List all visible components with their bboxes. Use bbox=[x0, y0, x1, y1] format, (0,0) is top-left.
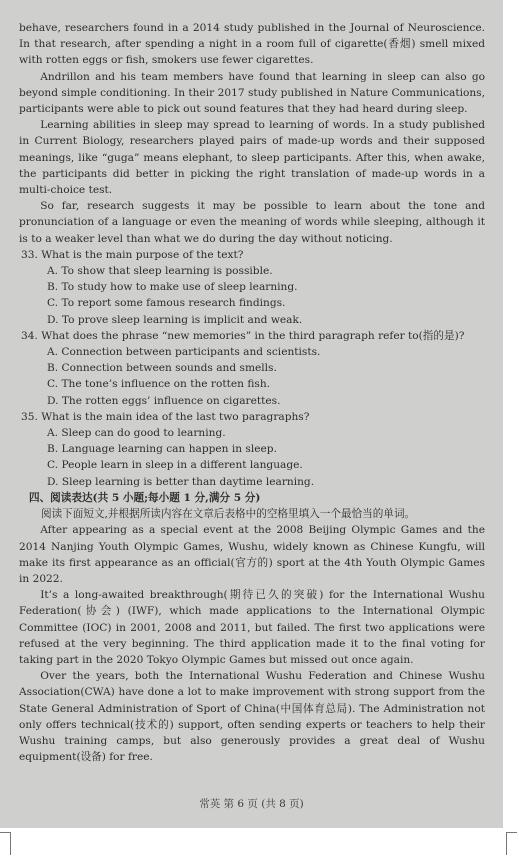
section-4-paragraph-1: After appearing as a special event at the 2008 Beijing Olympic Games and the 2014 Nanjing Youth Olympic Games, Wushu, widely known as Chinese Kungfu, will make its first appearance as an official(官方的) sport at the 4th Youth Olympic Games in 2022. bbox=[19, 524, 485, 585]
option-33b: B. To study how to make use of sleep learning. bbox=[47, 281, 298, 294]
passage-paragraph-2: Andrillon and his team members have found that learning in sleep can also go beyond simple conditioning. In their 2017 study published in Nature Communications, participants were able to pick out sound features that they had heard during sleep. bbox=[19, 70, 485, 116]
option-35c: C. People learn in sleep in a different language. bbox=[47, 459, 303, 472]
option-34c: C. The tone’s influence on the rotten fish. bbox=[47, 378, 271, 391]
section-4-instruction: 阅读下面短文,并根据所读内容在文章后表格中的空格里填入一个最恰当的单词。 bbox=[41, 508, 416, 521]
question-33: 33. What is the main purpose of the text? bbox=[21, 248, 244, 261]
option-34b: B. Connection between sounds and smells. bbox=[47, 362, 277, 375]
question-34: 34. What does the phrase “new memories” in the third paragraph refer to(指的是)? bbox=[21, 329, 465, 342]
passage-paragraph-3: Learning abilities in sleep may spread to learning of words. In a study published in Current Biology, researchers played pairs of made-up words and their supposed meanings, like “guga” means elephant, to sleep participants. After this, when awake, the participants did better in picking the right translation of made-up words in a multi-choice test. bbox=[19, 119, 485, 197]
option-33d: D. To prove sleep learning is implicit and weak. bbox=[47, 313, 303, 326]
passage-paragraph-4: So far, research suggests it may be possible to learn about the tone and pronunciation of a language or even the meaning of words while sleeping, although it is to a weaker level than what we do during the day without noticing. bbox=[19, 200, 485, 245]
option-34a: A. Connection between participants and scientists. bbox=[47, 346, 321, 359]
question-35: 35. What is the main idea of the last two paragraphs? bbox=[21, 410, 310, 423]
page-content bbox=[19, 20, 485, 765]
option-35b: B. Language learning can happen in sleep. bbox=[47, 443, 277, 456]
page-footer: 常英 第 6 页 (共 8 页) bbox=[199, 798, 304, 810]
crop-mark-right bbox=[506, 832, 517, 855]
section-4-heading: 四、阅读表达(共 5 小题;每小题 1 分,满分 5 分) bbox=[29, 491, 261, 504]
option-35a: A. Sleep can do good to learning. bbox=[47, 427, 226, 440]
option-34d: D. The rotten eggs’ influence on cigarettes. bbox=[47, 394, 281, 407]
section-4-paragraph-2: It’s a long-awaited breakthrough(期待已久的突破) for the International Wushu Federation(协会) (IWF), which made applications to the International Olympic Committee (IOC) in 2001, 2008 and 2011, but failed. The first two applications were refused at the very beginning. The third application made it to the final voting for taking part in the 2020 Tokyo Olympic Games but missed out once again. bbox=[19, 589, 485, 666]
option-35d: D. Sleep learning is better than daytime learning. bbox=[47, 475, 315, 488]
section-4-paragraph-3: Over the years, both the International Wushu Federation and Chinese Wushu Association(CWA) have done a lot to make improvement with strong support from the State General Administration of Sport of China(中国体育总局). The Administration not only offers technical(技术的) support, often sending experts or teachers to help their Wushu training camps, but also generously provides a great deal of Wushu equipment(设备) for free. bbox=[19, 670, 485, 764]
passage-paragraph-1: behave, researchers found in a 2014 study published in the Journal of Neuroscience. In that research, after spending a night in a room full of cigarette(香烟) smell mixed with rotten eggs or fish, smokers use fewer cigarettes. bbox=[19, 22, 485, 67]
crop-mark-left bbox=[0, 832, 11, 855]
option-33a: A. To show that sleep learning is possible. bbox=[47, 265, 273, 278]
option-33c: C. To report some famous research findings. bbox=[47, 297, 286, 310]
